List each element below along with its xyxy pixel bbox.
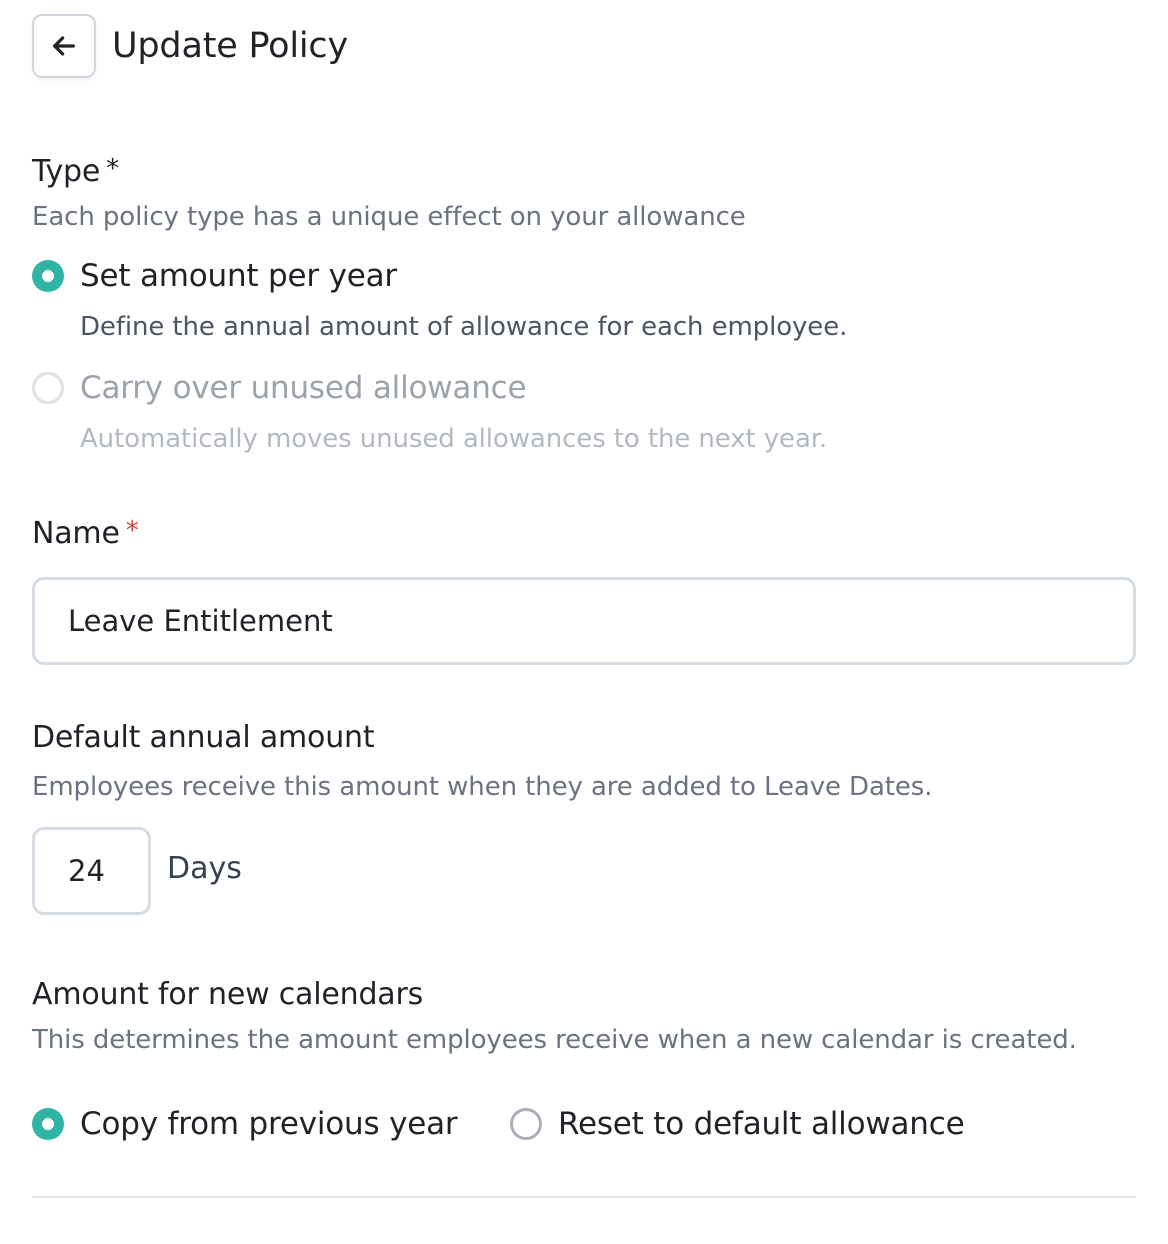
type-required-mark: * — [106, 154, 119, 184]
radio-set-amount[interactable] — [32, 260, 64, 292]
type-option-set-amount-description: Define the annual amount of allowance for each employee. — [80, 312, 848, 342]
default-amount-label: Default annual amount — [32, 720, 375, 755]
page-header — [32, 14, 348, 78]
arrow-left-icon — [48, 30, 80, 62]
new-calendars-label: Amount for new calendars — [32, 977, 424, 1012]
new-calendars-option-copy[interactable] — [32, 1106, 457, 1142]
type-option-set-amount[interactable] — [32, 258, 397, 294]
name-input[interactable] — [32, 577, 1136, 665]
new-calendars-option-reset[interactable] — [510, 1106, 964, 1142]
page-title: Update Policy — [112, 26, 348, 66]
new-calendars-helper-text: This determines the amount employees receive when a new calendar is created. — [32, 1025, 1077, 1055]
type-option-carry-over-label: Carry over unused allowance — [80, 370, 527, 406]
type-option-carry-over-description: Automatically moves unused allowances to the next year. — [80, 424, 828, 454]
back-button[interactable] — [32, 14, 96, 78]
default-amount-helper-text: Employees receive this amount when they are added to Leave Dates. — [32, 772, 933, 802]
type-option-set-amount-label: Set amount per year — [80, 258, 397, 294]
default-amount-input[interactable] — [32, 827, 151, 915]
radio-reset-default[interactable] — [510, 1108, 542, 1140]
new-calendars-option-copy-label: Copy from previous year — [80, 1106, 458, 1142]
radio-carry-over[interactable] — [32, 372, 64, 404]
type-label-text: Type — [32, 154, 101, 189]
radio-copy-previous-year[interactable] — [32, 1108, 64, 1140]
new-calendars-option-reset-label: Reset to default allowance — [558, 1106, 965, 1142]
name-label-text: Name — [32, 516, 120, 551]
type-helper-text: Each policy type has a unique effect on your allowance — [32, 202, 746, 232]
type-option-carry-over[interactable] — [32, 370, 526, 406]
section-divider — [32, 1196, 1136, 1198]
name-label — [32, 516, 139, 551]
name-required-mark: * — [125, 516, 139, 546]
default-amount-unit: Days — [167, 851, 242, 886]
type-label — [32, 154, 119, 189]
